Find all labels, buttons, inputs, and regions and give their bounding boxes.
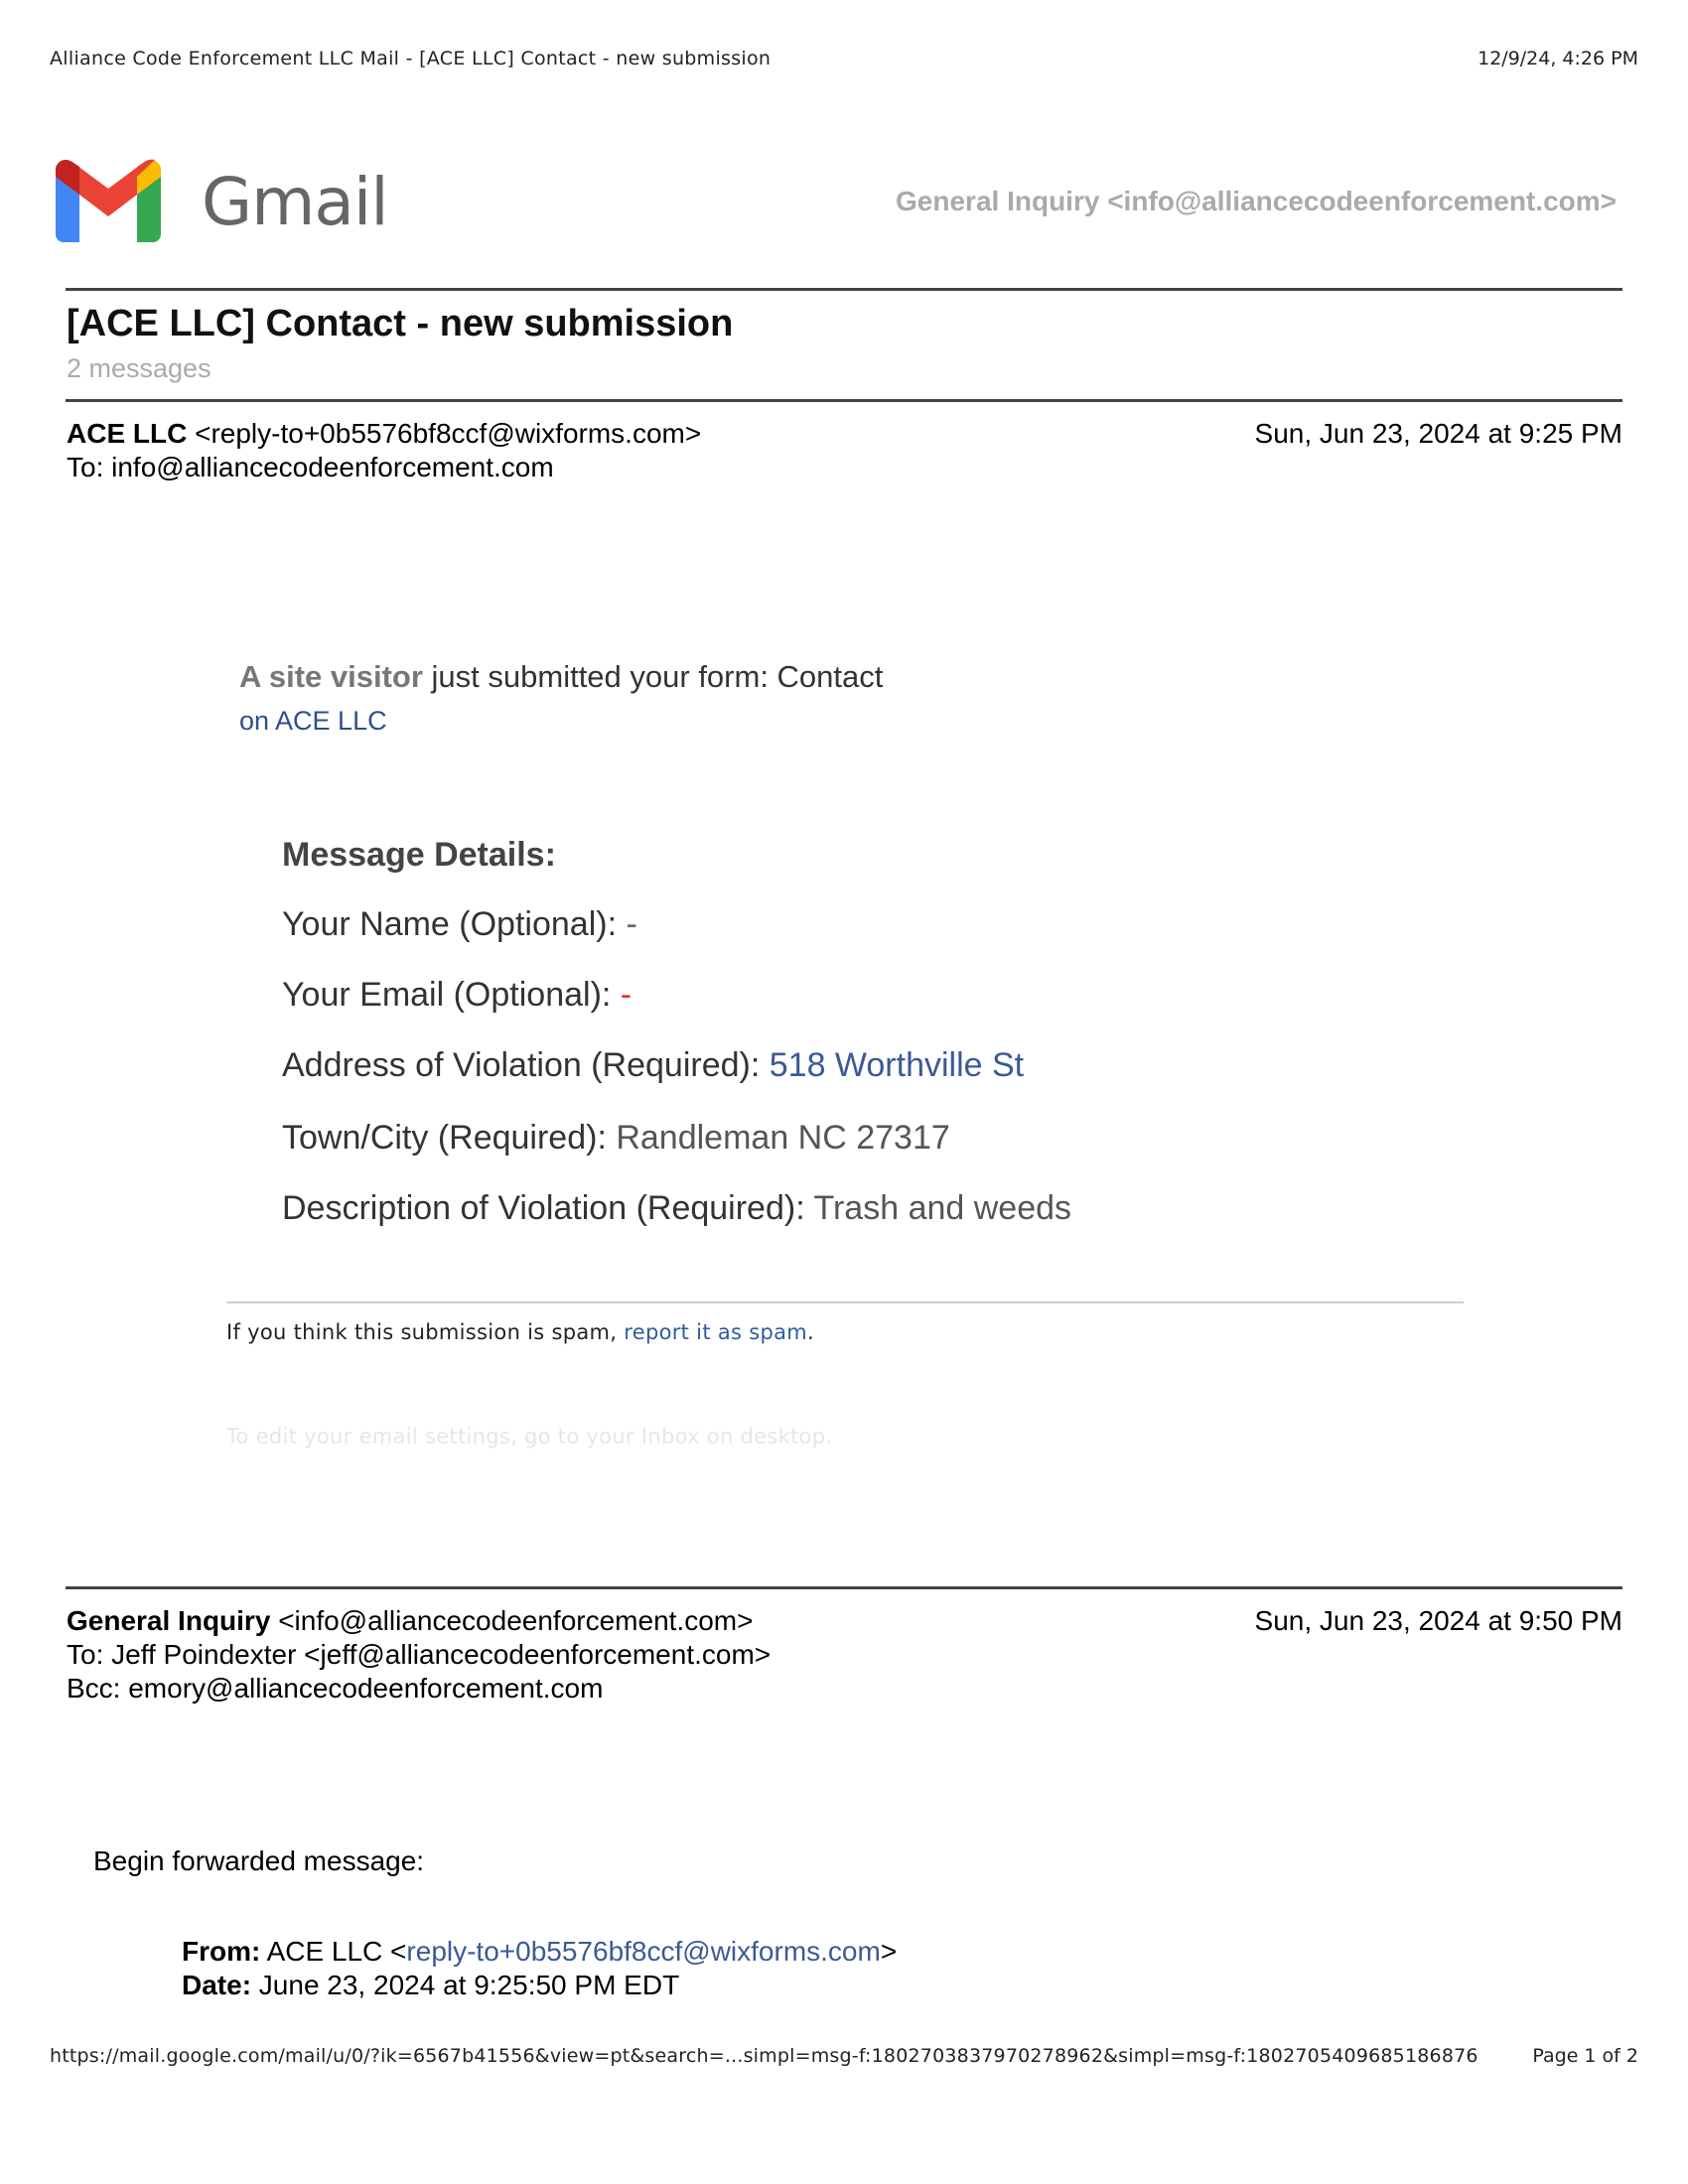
message-2-bcc: Bcc: emory@alliancecodeenforcement.com	[67, 1673, 604, 1704]
divider	[66, 288, 1622, 291]
site-link[interactable]: on ACE LLC	[239, 706, 387, 736]
gmail-logo-icon	[56, 157, 161, 242]
field-address	[282, 1046, 1024, 1085]
visitor-text: just submitted your form: Contact	[422, 659, 884, 694]
print-footer-url: https://mail.google.com/mail/u/0/?ik=6567b41556&view=pt&search=...simpl=msg-f:1802703837970278962&simpl=msg-f:1802705409685186876	[50, 2045, 1478, 2067]
spam-suffix: .	[807, 1320, 814, 1344]
field-value: -	[620, 976, 633, 1014]
message-2-date: Sun, Jun 23, 2024 at 9:50 PM	[1254, 1605, 1622, 1636]
forward-date-value: June 23, 2024 at 9:25:50 PM EDT	[251, 1970, 680, 2000]
report-spam-link[interactable]: report it as spam	[624, 1320, 808, 1344]
thread-subject: [ACE LLC] Contact - new submission	[67, 303, 734, 344]
message-2-sender	[67, 1605, 753, 1637]
divider	[66, 399, 1622, 402]
forward-heading: Begin forwarded message:	[93, 1845, 425, 1876]
submission-intro	[239, 659, 883, 695]
field-label: Description of Violation (Required):	[282, 1189, 814, 1227]
sender-address: <info@alliancecodeenforcement.com>	[278, 1605, 754, 1636]
field-value: Trash and weeds	[813, 1189, 1072, 1227]
field-label: Address of Violation (Required):	[282, 1046, 770, 1084]
gmail-wordmark: Gmail	[202, 164, 388, 240]
forward-from-name: ACE LLC <	[260, 1936, 407, 1967]
forward-from	[182, 1936, 897, 1968]
print-header-date: 12/9/24, 4:26 PM	[1477, 48, 1638, 69]
message-1-recipient: To: info@alliancecodeenforcement.com	[67, 452, 554, 482]
print-header-title: Alliance Code Enforcement LLC Mail - [ACE LLC] Contact - new submission	[50, 48, 772, 69]
details-heading: Message Details:	[282, 836, 556, 874]
sender-name: ACE LLC	[67, 418, 188, 449]
page-number: Page 1 of 2	[1532, 2045, 1638, 2067]
field-town	[282, 1119, 950, 1158]
sender-address: <reply-to+0b5576bf8ccf@wixforms.com>	[195, 418, 702, 449]
forward-from-end: >	[880, 1936, 898, 1967]
visitor-label: A site visitor	[239, 659, 423, 694]
settings-note: To edit your email settings, go to your Inbox on desktop.	[226, 1425, 833, 1448]
field-description	[282, 1189, 1071, 1228]
message-1-date: Sun, Jun 23, 2024 at 9:25 PM	[1254, 418, 1622, 449]
field-name	[282, 905, 637, 944]
forward-date-label: Date:	[182, 1970, 252, 2000]
field-email	[282, 976, 632, 1015]
divider	[226, 1301, 1464, 1303]
forward-from-label: From:	[182, 1936, 261, 1967]
message-count: 2 messages	[67, 353, 211, 383]
field-value: -	[626, 905, 637, 943]
field-label: Town/City (Required):	[282, 1119, 617, 1157]
forward-from-link[interactable]: reply-to+0b5576bf8ccf@wixforms.com	[406, 1936, 881, 1967]
account-identity: General Inquiry <info@alliancecodeenforcement.com>	[896, 186, 1617, 216]
field-label: Your Name (Optional):	[282, 905, 627, 943]
message-1-sender	[67, 418, 701, 450]
forward-date	[182, 1970, 679, 2001]
address-link[interactable]: 518 Worthville St	[769, 1046, 1025, 1084]
divider	[66, 1586, 1622, 1589]
field-value: Randleman NC 27317	[616, 1119, 950, 1157]
sender-name: General Inquiry	[67, 1605, 271, 1636]
spam-text: If you think this submission is spam,	[226, 1320, 625, 1344]
field-label: Your Email (Optional):	[282, 976, 621, 1014]
spam-notice	[226, 1320, 814, 1344]
message-2-recipient: To: Jeff Poindexter <jeff@alliancecodeenforcement.com>	[67, 1639, 772, 1670]
